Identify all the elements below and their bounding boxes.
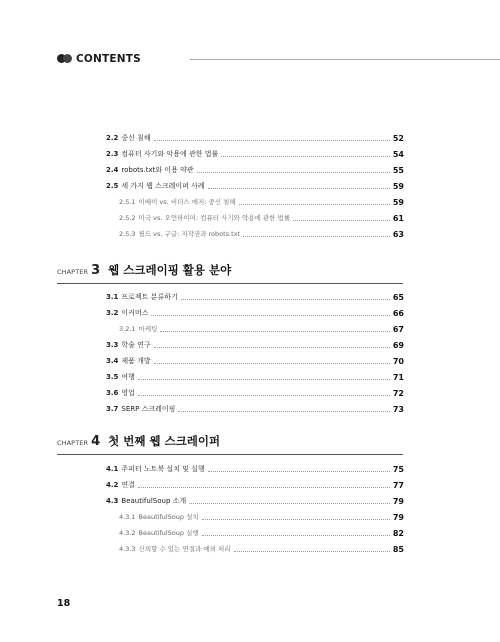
toc-entry[interactable] <box>106 462 404 474</box>
toc-entry-title: 여행 <box>121 373 135 381</box>
toc-entry-number: 2.5 <box>106 182 119 190</box>
header-rule <box>190 59 500 60</box>
toc-entry-page: 79 <box>392 497 404 506</box>
toc-entry-title: 신뢰할 수 있는 연결과 예외 처리 <box>138 545 231 553</box>
dot-leader <box>138 487 390 488</box>
chapter-title: 첫 번째 웹 스크레이퍼 <box>108 434 221 448</box>
toc-entry-number: 3.7 <box>106 405 119 413</box>
toc-entry-number: 4.2 <box>106 481 119 489</box>
dot-leader <box>154 140 390 141</box>
toc-entry-number: 4.3.1 <box>119 513 136 521</box>
toc-entry-page: 73 <box>392 405 404 414</box>
contents-header <box>57 52 500 66</box>
toc-entry-title: 컴퓨터 사기와 악용에 관한 법률 <box>121 150 219 158</box>
toc-entry-page: 59 <box>392 198 404 207</box>
toc-entry-number: 3.6 <box>106 389 119 397</box>
toc-entry-number: 4.1 <box>106 465 119 473</box>
toc-entry-page: 79 <box>392 513 404 522</box>
toc-entry[interactable] <box>119 195 404 207</box>
toc-entry[interactable] <box>106 131 404 143</box>
toc-entry-page: 55 <box>392 166 404 175</box>
toc-entry-title: 이커머스 <box>121 309 149 317</box>
toc-entry-title: 미국 vs. 오언하이머: 컴퓨터 사기와 악용에 관한 법률 <box>138 214 291 222</box>
toc-entry-page: 71 <box>392 373 404 382</box>
dot-leader <box>189 503 390 504</box>
toc-entry-title: BeautifulSoup 소개 <box>121 497 187 505</box>
toc-entry[interactable] <box>106 290 404 302</box>
dot-leader <box>181 299 390 300</box>
toc-entry-title: 프로젝트 분류하기 <box>121 293 178 301</box>
toc-entry-title: 세 가지 웹 스크레이퍼 사례 <box>121 182 205 190</box>
chapter-title: 웹 스크레이핑 활용 분야 <box>108 263 232 277</box>
toc-entry-number: 3.4 <box>106 357 119 365</box>
toc-entry[interactable] <box>119 322 404 334</box>
page-number: 18 <box>57 598 71 609</box>
toc-entry-page: 65 <box>392 293 404 302</box>
toc-entry[interactable] <box>119 510 404 522</box>
dot-leader <box>151 315 389 316</box>
dot-leader <box>160 331 389 332</box>
chapter-rule <box>57 283 403 284</box>
chapter-label: CHAPTER <box>57 439 89 447</box>
toc-entry-page: 54 <box>392 150 404 159</box>
toc-entry-number: 3.2 <box>106 309 119 317</box>
toc-entry[interactable] <box>119 526 404 538</box>
chapter-number: 4 <box>91 434 101 449</box>
dot-leader <box>202 519 390 520</box>
chapter-number: 3 <box>91 263 101 278</box>
toc-entry[interactable] <box>106 147 404 159</box>
toc-entry[interactable] <box>106 354 404 366</box>
dot-leader <box>202 535 390 536</box>
dot-leader <box>154 363 390 364</box>
toc-entry[interactable] <box>106 494 404 506</box>
toc-entry-page: 70 <box>392 357 404 366</box>
chapter-heading <box>57 433 397 449</box>
toc-entry-title: robots.txt와 이용 약관 <box>121 166 194 174</box>
toc-entry-page: 59 <box>392 182 404 191</box>
toc-entry-page: 66 <box>392 309 404 318</box>
toc-entry-page: 52 <box>392 134 404 143</box>
toc-entry-number: 2.3 <box>106 150 119 158</box>
toc-entry-title: BeautifulSoup 설치 <box>138 513 199 521</box>
chapter-rule <box>57 454 403 455</box>
dot-leader <box>293 220 390 221</box>
header-title: CONTENTS <box>76 53 141 65</box>
toc-entry[interactable] <box>106 306 404 318</box>
toc-entry-number: 3.3 <box>106 341 119 349</box>
toc-entry-number: 2.5.1 <box>119 198 136 206</box>
toc-entry-title: 중신 침해 <box>121 134 151 142</box>
toc-entry-title: 이베이 vs. 비더스 에지: 중신 침해 <box>138 198 236 206</box>
chapter-label: CHAPTER <box>57 268 89 276</box>
chapter-heading <box>57 262 397 278</box>
header-bullet-icon <box>63 54 72 63</box>
dot-leader <box>243 236 390 237</box>
toc-entry-title: 학술 연구 <box>121 341 151 349</box>
toc-entry-number: 2.5.3 <box>119 230 136 238</box>
toc-entry-number: 3.5 <box>106 373 119 381</box>
dot-leader <box>138 395 390 396</box>
toc-entry[interactable] <box>106 386 404 398</box>
toc-entry-number: 4.3 <box>106 497 119 505</box>
toc-entry-page: 82 <box>392 529 404 538</box>
toc-entry-title: 마케팅 <box>138 325 158 333</box>
toc-entry[interactable] <box>119 211 404 223</box>
toc-entry[interactable] <box>106 402 404 414</box>
toc-entry-number: 2.2 <box>106 134 119 142</box>
toc-entry-title: 영업 <box>121 389 135 397</box>
toc-entry-page: 69 <box>392 341 404 350</box>
toc-entry-title: 제품 개발 <box>121 357 151 365</box>
toc-entry-page: 63 <box>392 230 404 239</box>
dot-leader <box>197 172 390 173</box>
toc-entry-page: 77 <box>392 481 404 490</box>
dot-leader <box>221 156 390 157</box>
toc-entry-number: 4.3.3 <box>119 545 136 553</box>
toc-entry[interactable] <box>106 338 404 350</box>
toc-entry-title: 연결 <box>121 481 135 489</box>
toc-entry-page: 72 <box>392 389 404 398</box>
toc-entry-page: 67 <box>392 325 404 334</box>
toc-entry-page: 85 <box>392 545 404 554</box>
toc-entry-title: BeautifulSoup 실행 <box>138 529 199 537</box>
dot-leader <box>208 188 390 189</box>
dot-leader <box>239 204 390 205</box>
toc-entry-number: 2.5.2 <box>119 214 136 222</box>
dot-leader <box>154 347 390 348</box>
toc-entry-title: 주피터 노트북 설치 및 실행 <box>121 465 205 473</box>
toc-entry[interactable] <box>106 179 404 191</box>
toc-entry-title: 필드 vs. 구글: 저작권과 robots.txt <box>138 230 241 238</box>
toc-entry-title: SERP 스크레이핑 <box>121 405 176 413</box>
toc-entry[interactable] <box>106 370 404 382</box>
toc-entry-number: 3.2.1 <box>119 325 136 333</box>
dot-leader <box>138 379 390 380</box>
dot-leader <box>234 551 390 552</box>
toc-entry[interactable] <box>119 542 404 554</box>
toc-entry-number: 4.3.2 <box>119 529 136 537</box>
toc-entry-number: 3.1 <box>106 293 119 301</box>
toc-entry-number: 2.4 <box>106 166 119 174</box>
toc-entry[interactable] <box>106 163 404 175</box>
toc-entry[interactable] <box>119 227 404 239</box>
dot-leader <box>208 471 390 472</box>
toc-entry-page: 75 <box>392 465 404 474</box>
toc-entry[interactable] <box>106 478 404 490</box>
toc-entry-page: 61 <box>392 214 404 223</box>
dot-leader <box>178 411 389 412</box>
